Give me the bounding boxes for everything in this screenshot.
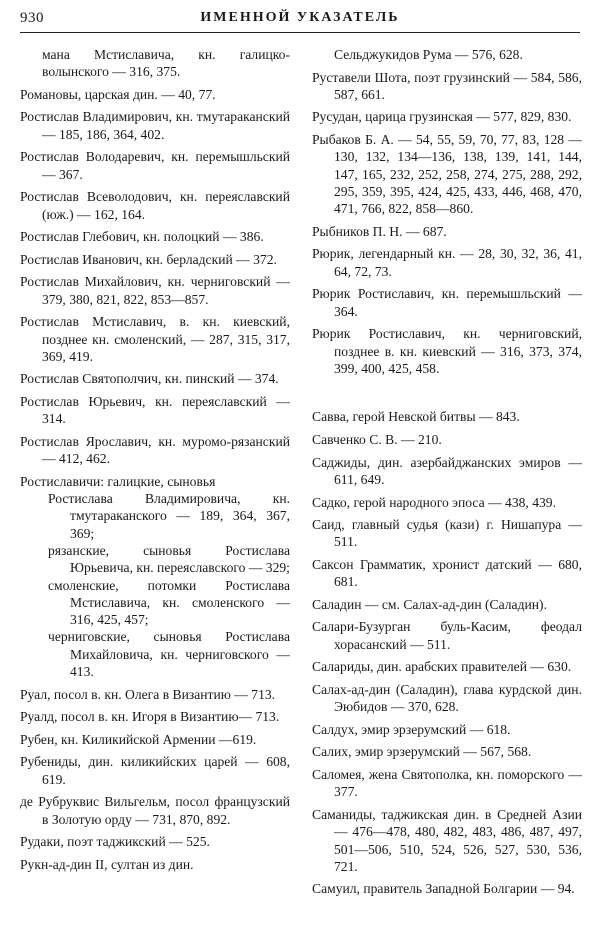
- index-entry: Саджиды, дин. азербайджанских эмиров — 611, 649.: [312, 454, 582, 487]
- page-number: 930: [20, 10, 44, 26]
- index-entry: Ростислав Иванович, кн. берладский — 372.: [20, 251, 277, 267]
- index-entry: Савченко С. В. — 210.: [312, 432, 442, 448]
- index-entry: Салдух, эмир эрзерумский — 618.: [312, 721, 511, 737]
- index-entry: Русудан, царица грузинская — 577, 829, 830.: [312, 109, 572, 125]
- index-entry: Садко, герой народного эпоса — 438, 439.: [312, 494, 556, 510]
- index-entry: Рыбаков Б. А. — 54, 55, 59, 70, 77, 83, 128 —130, 132, 134—136, 138, 139, 141, 144, 147, 165, 232, 252, 258, 274, 275, 288, 292, 295, 359, 395, 424, 425, 433, 446, 468, 470, 471, 766, 822, 858—860.: [312, 132, 582, 217]
- index-entry: Самуил, правитель Западной Болгарии — 94.: [312, 881, 575, 897]
- index-entry: Ростислав Мстиславич, в. кн. киевский, позднее кн. смоленский, — 287, 315, 317, 369, 419.: [20, 314, 290, 364]
- letter-section-gap: [312, 382, 582, 408]
- index-entry: Руалд, посол в. кн. Игоря в Византию— 713.: [20, 709, 280, 725]
- index-column-left: [20, 46, 290, 878]
- index-entry: Саломея, жена Святополка, кн. поморского — 377.: [312, 767, 582, 800]
- index-entry: Салариды, дин. арабских правителей — 630.: [312, 659, 572, 675]
- index-subentry: черниговские, сыновья Ростислава Михайловича, кн. черниговского — 413.: [48, 629, 290, 680]
- index-entry: Ростислав Глебович, кн. полоцкий — 386.: [20, 229, 264, 245]
- index-entry: Сельджукидов Рума — 576, 628.: [334, 47, 523, 62]
- index-entry: Руставели Шота, поэт грузинский — 584, 586, 587, 661.: [312, 69, 582, 102]
- running-title: ИМЕННОЙ УКАЗАТЕЛЬ: [200, 10, 400, 25]
- index-subentry: смоленские, потомки Ростислава Мстиславича, кн. смоленского — 316, 425, 457;: [48, 577, 290, 628]
- index-entry: Рукн-ад-дин II, султан из дин.: [20, 856, 194, 872]
- index-entry: Руал, посол в. кн. Олега в Византию — 713.: [20, 686, 276, 702]
- index-entry: Рюрик, легендарный кн. — 28, 30, 32, 36, 41, 64, 72, 73.: [312, 246, 582, 279]
- index-entry: Саксон Грамматик, хронист датский — 680, 681.: [312, 556, 582, 590]
- index-entry: Ростислав Юрьевич, кн. переяславский — 314.: [20, 394, 290, 427]
- index-entry: Ростислав Володаревич, кн. перемышльский — 367.: [20, 149, 290, 182]
- index-entry: Саид, главный судья (кази) г. Нишапура — 511.: [312, 517, 582, 550]
- index-entry: Рюрик Ростиславич, кн. черниговский, позднее в. кн. киевский — 316, 373, 374, 399, 400, 425, 458.: [312, 326, 582, 376]
- index-entry: Рудаки, поэт таджикский — 525.: [20, 834, 210, 850]
- index-entry: Салах-ад-дин (Саладин), глава курдской дин. Эюбидов — 370, 628.: [312, 681, 582, 715]
- index-entry: Саладин — см. Салах-ад-дин (Саладин).: [312, 596, 547, 612]
- index-entry: Рубен, кн. Киликийской Армении —619.: [20, 731, 257, 747]
- index-entry: де Рубруквис Вильгельм, посол французский в Золотую орду — 731, 870, 892.: [20, 794, 290, 827]
- index-entry: Ростислав Святополчич, кн. пинский — 374.: [20, 371, 279, 387]
- index-entry: Салари-Бузурган буль-Касим, феодал хорасанский — 511.: [312, 619, 582, 652]
- index-entry: мана Мстиславича, кн. галицко-волынского — 316, 375.: [42, 47, 290, 80]
- index-entry: Ростислав Всеволодович, кн. переяславский (юж.) — 162, 164.: [20, 189, 290, 222]
- index-subentry: рязанские, сыновья Ростислава Юрьевича, кн. переяславского — 329;: [48, 542, 290, 576]
- index-entry: Рыбников П. Н. — 687.: [312, 223, 447, 239]
- index-entry: Рубениды, дин. киликийских царей — 608, 619.: [20, 754, 290, 787]
- index-entry: Ростиславичи: галицкие, сыновья: [20, 473, 216, 489]
- index-entry: Ростислав Владимирович, кн. тмутараканский — 185, 186, 364, 402.: [20, 109, 290, 142]
- index-entry: Ростислав Михайлович, кн. черниговский — 379, 380, 821, 822, 853—857.: [20, 274, 290, 307]
- index-column-right: [312, 46, 582, 903]
- index-entry: Рюрик Ростиславич, кн. перемышльский — 364.: [312, 286, 582, 319]
- index-entry: Салих, эмир эрзерумский — 567, 568.: [312, 744, 532, 760]
- page-header: [20, 10, 580, 33]
- index-entry: Саманиды, таджикская дин. в Средней Азии — 476—478, 480, 482, 483, 486, 487, 497, 501—506, 510, 524, 526, 527, 530, 536, 721.: [312, 806, 582, 874]
- index-entry: Савва, герой Невской битвы — 843.: [312, 409, 520, 425]
- index-subentry: Ростислава Владимировича, кн. тмутараканского — 189, 364, 367, 369;: [48, 491, 290, 541]
- index-entry: Ростислав Ярославич, кн. муромо-рязанский — 412, 462.: [20, 433, 290, 467]
- index-entry: Романовы, царская дин. — 40, 77.: [20, 86, 216, 102]
